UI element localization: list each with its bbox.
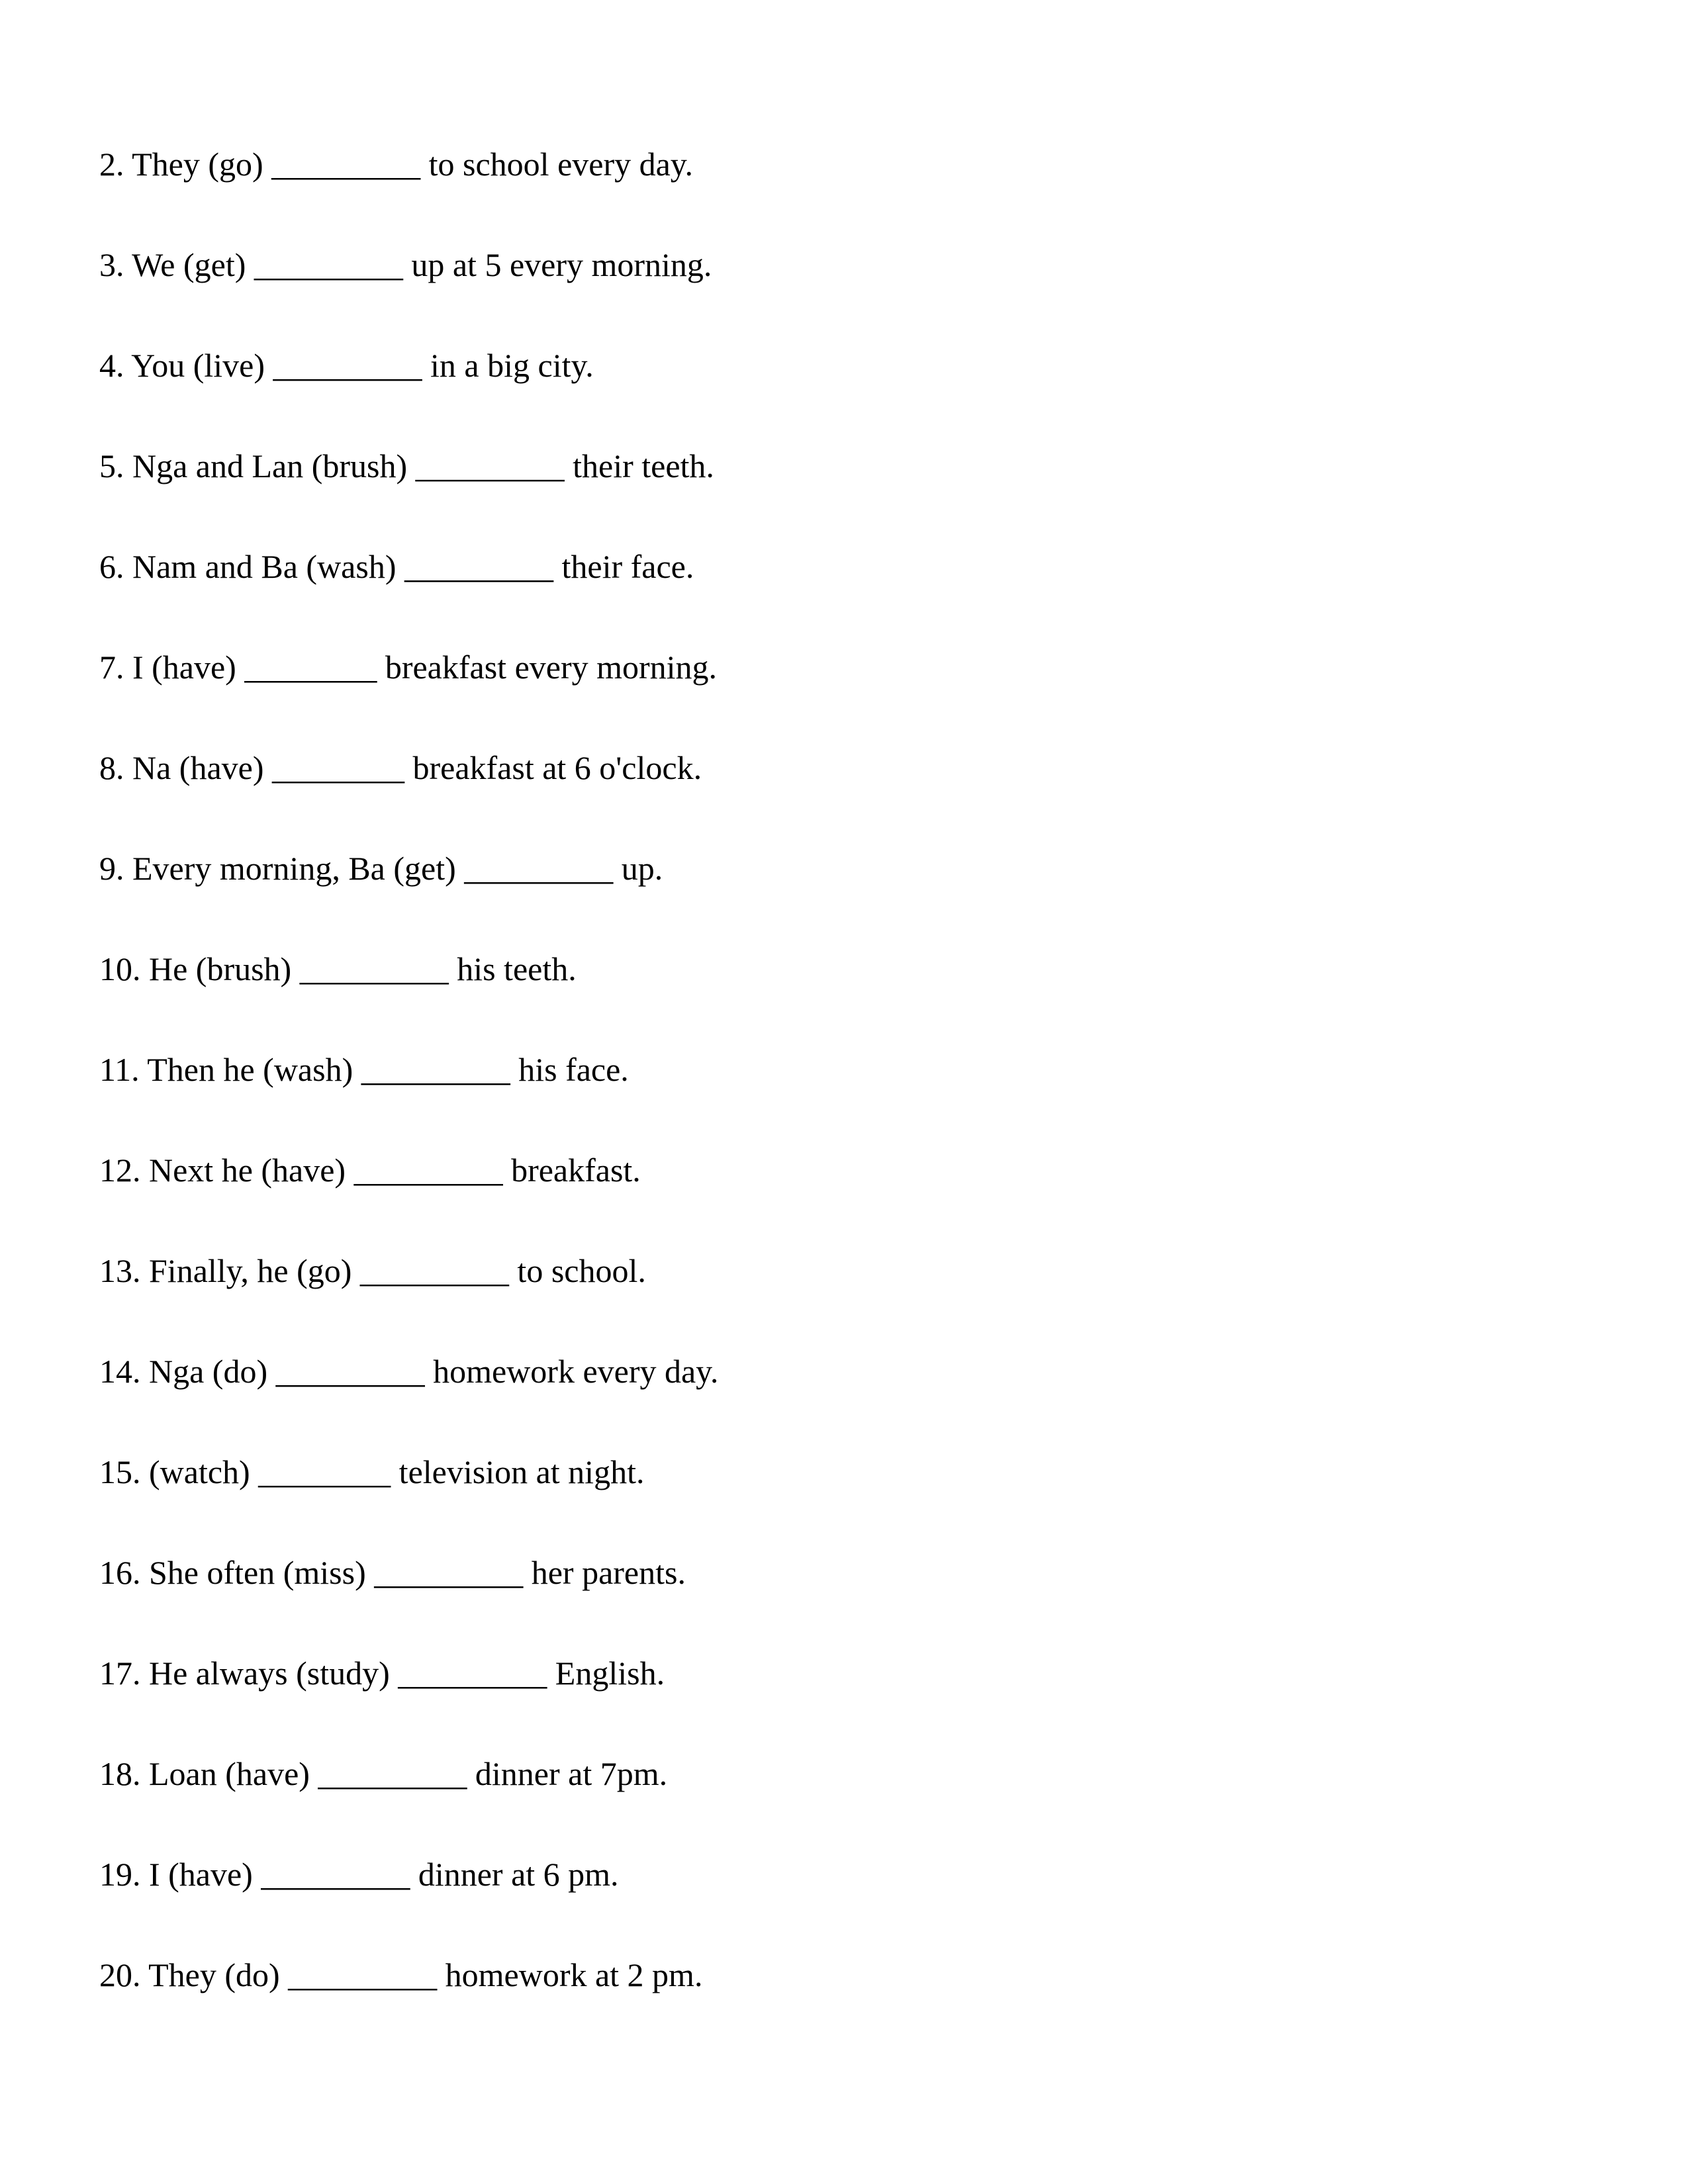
exercise-item: 17. He always (study) _________ English. bbox=[99, 1655, 665, 1692]
exercise-item: 2. They (go) _________ to school every day. bbox=[99, 146, 694, 183]
exercise-item: 7. I (have) ________ breakfast every morning. bbox=[99, 649, 718, 686]
exercise-item: 9. Every morning, Ba (get) _________ up. bbox=[99, 850, 663, 887]
exercise-item: 12. Next he (have) _________ breakfast. bbox=[99, 1152, 641, 1189]
exercise-item: 8. Na (have) ________ breakfast at 6 o'clock. bbox=[99, 749, 702, 786]
exercise-item: 6. Nam and Ba (wash) _________ their face. bbox=[99, 548, 694, 585]
exercise-item: 4. You (live) _________ in a big city. bbox=[99, 347, 594, 384]
exercise-item: 11. Then he (wash) _________ his face. bbox=[99, 1051, 629, 1088]
exercise-item: 15. (watch) ________ television at night. bbox=[99, 1453, 645, 1490]
exercise-item: 13. Finally, he (go) _________ to school. bbox=[99, 1252, 646, 1289]
exercise-item: 20. They (do) _________ homework at 2 pm. bbox=[99, 1956, 703, 1993]
exercise-item: 3. We (get) _________ up at 5 every morning. bbox=[99, 246, 712, 283]
exercise-item: 10. He (brush) _________ his teeth. bbox=[99, 950, 577, 987]
exercise-item: 18. Loan (have) _________ dinner at 7pm. bbox=[99, 1755, 668, 1792]
exercise-item: 19. I (have) _________ dinner at 6 pm. bbox=[99, 1856, 619, 1893]
exercise-item: 14. Nga (do) _________ homework every day. bbox=[99, 1353, 719, 1390]
exercise-item: 5. Nga and Lan (brush) _________ their teeth. bbox=[99, 447, 714, 484]
exercise-item: 16. She often (miss) _________ her parents. bbox=[99, 1554, 686, 1591]
